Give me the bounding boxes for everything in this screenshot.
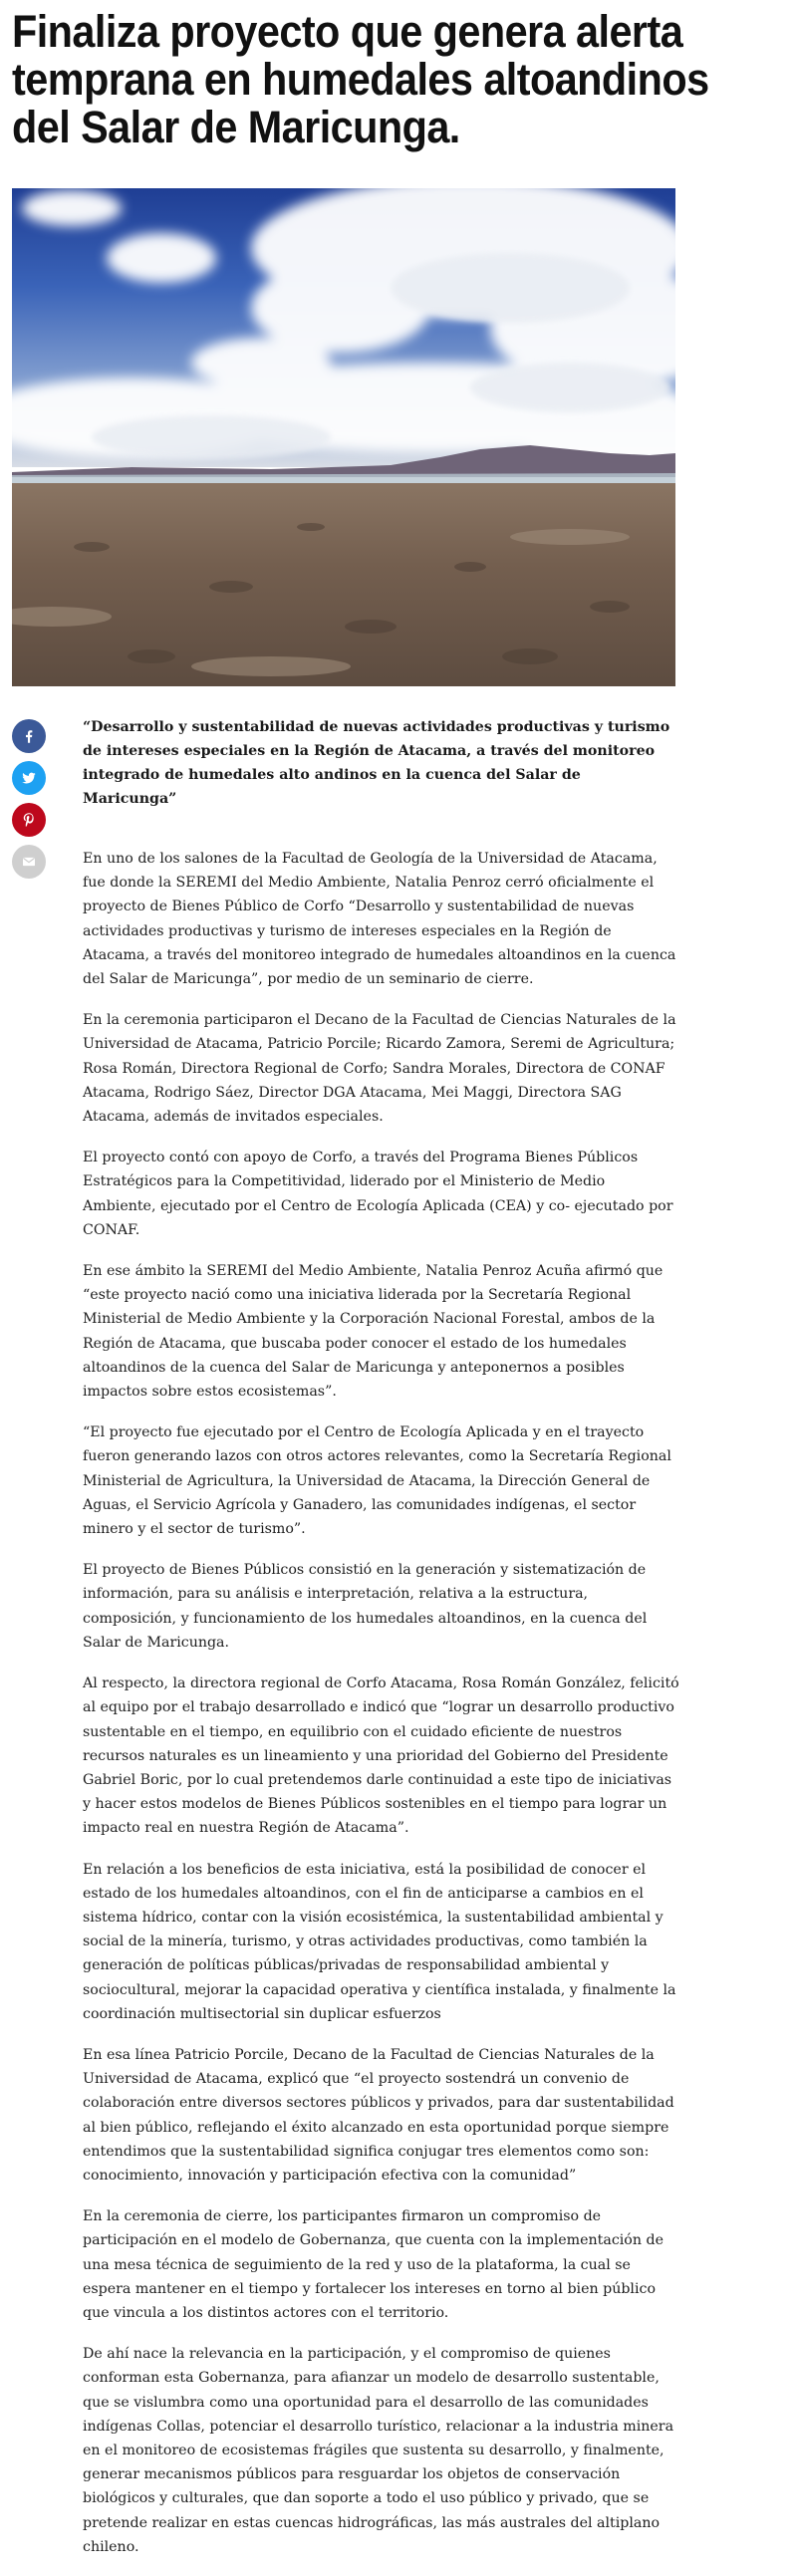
- share-email-button[interactable]: [12, 845, 46, 879]
- article-paragraph: “El proyecto fue ejecutado por el Centro de Ecología Aplicada y en el trayecto fueron generando lazos con otros actores relevantes, como la Secretaría Regional Ministerial de Agricultura, la Universidad de Atacama, la Dirección General de Aguas, el Servicio Agrícola y Ganadero, las comunidades indígenas, el sector minero y el sector de turismo”.: [83, 1424, 671, 1538]
- share-facebook-button[interactable]: [12, 719, 46, 753]
- article-paragraph: El proyecto de Bienes Públicos consistió en la generación y sistematización de información, para su análisis e interpretación, relativa a la estructura, composición, y funcionamiento de los humedales altoandinos, en la cuenca del Salar de Maricunga.: [83, 1562, 648, 1651]
- article-paragraph: En ese ámbito la SEREMI del Medio Ambiente, Natalia Penroz Acuña afirmó que “este proyecto nació como una iniciativa liderada por la Secretaría Regional Ministerial de Medio Ambiente y la Corporación Nacional Forestal, ambos de la Región de Atacama, que buscaba poder conocer el estado de los humedales altoandinos de la cuenca del Salar de Maricunga y anteponernos a posibles impactos sobre estos ecosistemas”.: [83, 1263, 664, 1401]
- article-paragraph: En esa línea Patricio Porcile, Decano de la Facultad de Ciencias Naturales de la Universidad de Atacama, explicó que “el proyecto sostendrá un convenio de colaboración entre diversos sectores públicos y privados, para dar sustentabilidad al bien público, reflejando el éxito alcanzado en esta oportunidad porque siempre entendimos que la sustentabilidad significa conjugar tres elementos como son: conocimiento, innovación y participación efectiva con la comunidad”: [83, 2046, 674, 2184]
- article-paragraph: En la ceremonia de cierre, los participantes firmaron un compromiso de participación en el modelo de Gobernanza, que cuenta con la implementación de una mesa técnica de seguimiento de la red y uso de la plataforma, la cual se espera mantener en el tiempo y fortalecer los intereses en torno al bien público que vincula a los distintos actores con el territorio.: [83, 2208, 664, 2321]
- article-paragraph: En relación a los beneficios de esta iniciativa, está la posibilidad de conocer el estado de los humedales altoandinos, con el fin de anticiparse a cambios en el sistema hídrico, contar con la visión ecosistémica, la sustentabilidad ambiental y social de la minería, turismo, y otras actividades productivas, como también la generación de políticas públicas/privadas de responsabilidad ambiental y sociocultural, mejorar la capacidad operativa y científica instalada, y finalmente la coordinación multisectorial sin duplicar esfuerzos: [83, 1861, 676, 2022]
- hero-image: [12, 188, 675, 686]
- article-paragraph: Al respecto, la directora regional de Corfo Atacama, Rosa Román González, felicitó al equipo por el trabajo desarrollado e indicó que “lograr un desarrollo productivo sustentable en el tiempo, en equilibrio con el cuidado eficiente de nuestros recursos naturales es un lineamiento y una prioridad del Gobierno del Presidente Gabriel Boric, por lo cual pretendemos darle continuidad a este tipo de iniciativas y hacer estos modelos de Bienes Públicos sostenibles en el tiempo para lograr un impacto real en nuestra Región de Atacama”.: [83, 1675, 679, 1837]
- share-buttons: [12, 719, 46, 887]
- article-paragraph: En uno de los salones de la Facultad de Geología de la Universidad de Atacama, fue donde la SEREMI del Medio Ambiente, Natalia Penroz cerró oficialmente el proyecto de Bienes Público de Corfo “Desarrollo y sustentabilidad de nuevas actividades productivas y turismo de intereses especiales en la Región de Atacama, a través del monitoreo integrado de humedales altoandinos en la cuenca del Salar de Maricunga”, por medio de un seminario de cierre.: [83, 851, 676, 988]
- article-body: [83, 847, 680, 2576]
- email-icon: [20, 853, 38, 871]
- facebook-icon: [20, 727, 38, 745]
- article-title: Finaliza proyecto que genera alerta temprana en humedales altoandinos del Salar de Maricunga.: [12, 6, 709, 152]
- article-paragraph: El proyecto contó con apoyo de Corfo, a través del Programa Bienes Públicos Estratégicos para la Competitividad, liderado por el Ministerio de Medio Ambiente, ejecutado por el Centro de Ecología Aplicada (CEA) y co- ejecutado por CONAF.: [83, 1150, 673, 1238]
- share-pinterest-button[interactable]: [12, 803, 46, 837]
- twitter-icon: [20, 769, 38, 787]
- pinterest-icon: [20, 811, 38, 829]
- article-paragraph: En la ceremonia participaron el Decano de la Facultad de Ciencias Naturales de la Universidad de Atacama, Patricio Porcile; Ricardo Zamora, Seremi de Agricultura; Rosa Román, Directora Regional de Corfo; Sandra Morales, Directora de CONAF Atacama, Rodrigo Sáez, Director DGA Atacama, Mei Maggi, Directora SAG Atacama, además de invitados especiales.: [83, 1012, 676, 1126]
- share-twitter-button[interactable]: [12, 761, 46, 795]
- article-paragraph: De ahí nace la relevancia en la participación, y el compromiso de quienes conforman esta Gobernanza, para afianzar un modelo de desarrollo sustentable, que se vislumbra como una oportunidad para el desarrollo de las comunidades indígenas Collas, potenciar el desarrollo turístico, relacionar a la industria minera en el monitoreo de ecosistemas frágiles que sustenta su desarrollo, y finalmente, generar mecanismos públicos para resguardar los objetos de conservación biológicos y culturales, que dan soporte a todo el uso público y privado, que se pretende realizar en estas cuencas hidrográficas, las más australes del altiplano chileno.: [83, 2346, 674, 2555]
- article-lead: “Desarrollo y sustentabilidad de nuevas actividades productivas y turismo de intereses especiales en la Región de Atacama, a través del monitoreo integrado de humedales alto andinos en la cuenca del Salar de Maricunga”: [83, 719, 670, 807]
